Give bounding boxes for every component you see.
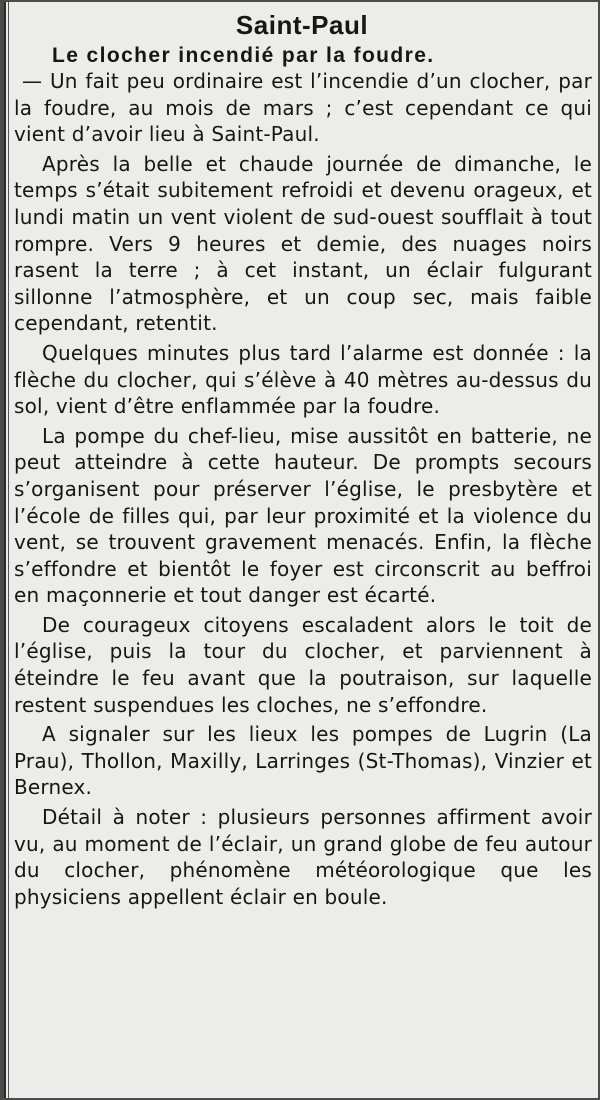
article-heading: Saint-Paul: [235, 10, 369, 40]
article-paragraph: De courageux citoyens escaladent alors le toit de l’église, puis la tour du clocher, et parviennent à éteindre le feu avant que la poutraison, sur laquelle restent suspendues les cloches, ne s’effondre.: [14, 612, 592, 717]
column-rule: [8, 2, 9, 1098]
article-paragraph: Quelques minutes plus tard l’alarme est donnée : la flèche du clocher, qui s’élève à 40 mètres au-dessus du sol, vient d’être enflammée par la foudre.: [14, 340, 592, 419]
article-paragraph: A signaler sur les lieux les pompes de Lugrin (La Prau), Thollon, Maxilly, Larringes (St-Thomas), Vinzier et Bernex.: [14, 722, 592, 800]
article-paragraph: — Un fait peu ordinaire est l’incendie d’un clocher, par la foudre, au mois de mars ; c’est cependant ce qui vient d’avoir lieu à Saint-Paul.: [14, 69, 592, 147]
article-paragraph: La pompe du chef-lieu, mise aussitôt en batterie, ne peut atteindre à cette hauteur. De prompts secours s’organisent pour préserver l’église, le presbytère et l’école de filles qui, par leur proximité et la violence du vent, se trouvent gravement menacés. Enfin, la flèche s’effondre et bientôt le foyer est circonscrit au beffroi en maçonnerie et tout danger est écarté.: [14, 423, 592, 608]
article-subheading: Le clocher incendié par la foudre.: [52, 44, 435, 67]
newspaper-clipping: [4, 2, 598, 1098]
article-body: [6, 68, 598, 910]
article-paragraph: Après la belle et chaude journée de dimanche, le temps s’était subitement refroidi et devenu orageux, et lundi matin un vent violent de sud-ouest soufflait à tout rompre. Vers 9 heures et demie, des nuages noirs rasent la terre ; à cet instant, un éclair fulgurant sillonne l’atmosphère, et un coup sec, mais faible cependant, retentit.: [14, 151, 592, 336]
article-paragraph: Détail à noter : plusieurs personnes affirment avoir vu, au moment de l’éclair, un grand globe de feu autour du clocher, phénomène météorologique que les physiciens appellent éclair en boule.: [14, 805, 592, 909]
